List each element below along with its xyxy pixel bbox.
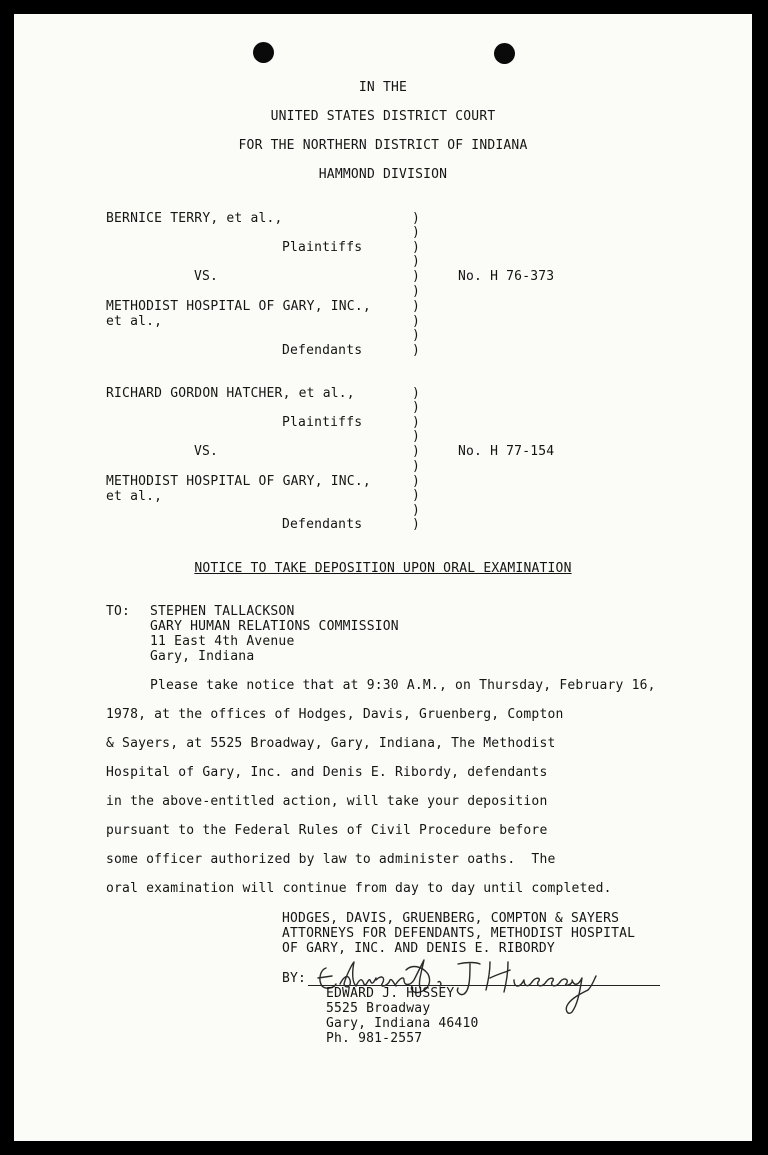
court-header-line: FOR THE NORTHERN DISTRICT OF INDIANA: [238, 138, 528, 153]
plaintiff-role: Plaintiffs: [282, 240, 363, 255]
body-line: oral examination will continue from day to day until completed.: [106, 881, 612, 896]
firm-line: OF GARY, INC. AND DENIS E. RIBORDY: [282, 941, 555, 956]
addressee-line: GARY HUMAN RELATIONS COMMISSION: [150, 619, 399, 634]
body-line: 1978, at the offices of Hodges, Davis, Gruenberg, Compton: [106, 707, 564, 722]
signer-phone: Ph. 981-2557: [326, 1031, 423, 1046]
defendant-name: et al.,: [106, 314, 163, 329]
punch-hole: [494, 43, 515, 64]
plaintiff-name: BERNICE TERRY, et al.,: [106, 211, 283, 226]
defendant-role: Defendants: [282, 343, 363, 358]
body-line: & Sayers, at 5525 Broadway, Gary, Indiana, The Methodist: [106, 736, 556, 751]
defendant-name: METHODIST HOSPITAL OF GARY, INC.,: [106, 474, 371, 489]
plaintiff-name: RICHARD GORDON HATCHER, et al.,: [106, 386, 355, 401]
by-label: BY:: [282, 971, 307, 986]
defendant-name: METHODIST HOSPITAL OF GARY, INC.,: [106, 299, 371, 314]
case-number: No. H 77-154: [458, 444, 555, 459]
court-header-line: IN THE: [358, 80, 408, 95]
addressee-line: STEPHEN TALLACKSON: [150, 604, 295, 619]
court-header-line: UNITED STATES DISTRICT COURT: [270, 109, 496, 124]
firm-line: HODGES, DAVIS, GRUENBERG, COMPTON & SAYERS: [282, 911, 620, 926]
defendant-role: Defendants: [282, 517, 363, 532]
punch-hole: [253, 42, 274, 63]
body-line: pursuant to the Federal Rules of Civil Procedure before: [106, 823, 548, 838]
versus-label: VS.: [194, 269, 219, 284]
case-number: No. H 76-373: [458, 269, 555, 284]
signer-address: 5525 Broadway: [326, 1001, 431, 1016]
addressee-line: 11 East 4th Avenue: [150, 634, 295, 649]
versus-label: VS.: [194, 444, 219, 459]
firm-line: ATTORNEYS FOR DEFENDANTS, METHODIST HOSPITAL: [282, 926, 636, 941]
body-line: in the above-entitled action, will take your deposition: [106, 794, 548, 809]
defendant-name: et al.,: [106, 489, 163, 504]
to-label: TO:: [106, 604, 131, 619]
body-line: Please take notice that at 9:30 A.M., on Thursday, February 16,: [150, 678, 656, 693]
signer-address: Gary, Indiana 46410: [326, 1016, 479, 1031]
court-header-line: HAMMOND DIVISION: [318, 167, 448, 182]
notice-title: NOTICE TO TAKE DEPOSITION UPON ORAL EXAMINATION: [194, 561, 572, 576]
addressee-line: Gary, Indiana: [150, 649, 255, 664]
signer-name: EDWARD J. HUSSEY: [326, 986, 455, 1001]
plaintiff-role: Plaintiffs: [282, 415, 363, 430]
body-line: some officer authorized by law to administer oaths. The: [106, 852, 556, 867]
document-page: IN THE UNITED STATES DISTRICT COURT FOR THE NORTHERN DISTRICT OF INDIANA HAMMOND DIVISION BERNICE TERRY, et al., Plaintiffs VS. METHODIST HOSPITAL OF GARY, INC., et al., Defendants No. H 76-373 ) ) ) ) ) ) ) ) ) ) RICHARD GORDON HATCHER, et al., Plaintiffs VS. METHODIST HOSPITAL OF GARY, INC., et al., Defendants No. H 77-154 ) ) ) ) ) ) ) ) ) ) NOTICE TO TAKE DEPOSITION UPON ORAL EXAMINATION TO: STEPHEN TALLACKSON GARY HUMAN RELATIONS COMMISSION 11 East 4th Avenue Gary, Indiana Please take notice that at 9:30 A.M., on Thursday, February 16, 1978, at the offices of Hodges, Davis, Gruenberg, Compton & Sayers, at 5525 Broadway, Gary, Indiana, The Methodist Hospital of Gary, Inc. and Denis E. Ribordy, defendants in the above-entitled action, will take your deposition pursuant to the Federal Rules of Civil Procedure before some officer authorized by law to administer oaths. The oral examination will continue from day to day until completed. HODGES, DAVIS, GRUENBERG, COMPTON & SAYERS ATTORNEYS FOR DEFENDANTS, METHODIST HOSPITAL OF GARY, INC. AND DENIS E. RIBORDY BY: EDWARD J. HUSSEY 5525 Broadway Gary, Indiana 46410 Ph. 981-2557: [14, 14, 752, 1141]
body-line: Hospital of Gary, Inc. and Denis E. Ribordy, defendants: [106, 765, 548, 780]
